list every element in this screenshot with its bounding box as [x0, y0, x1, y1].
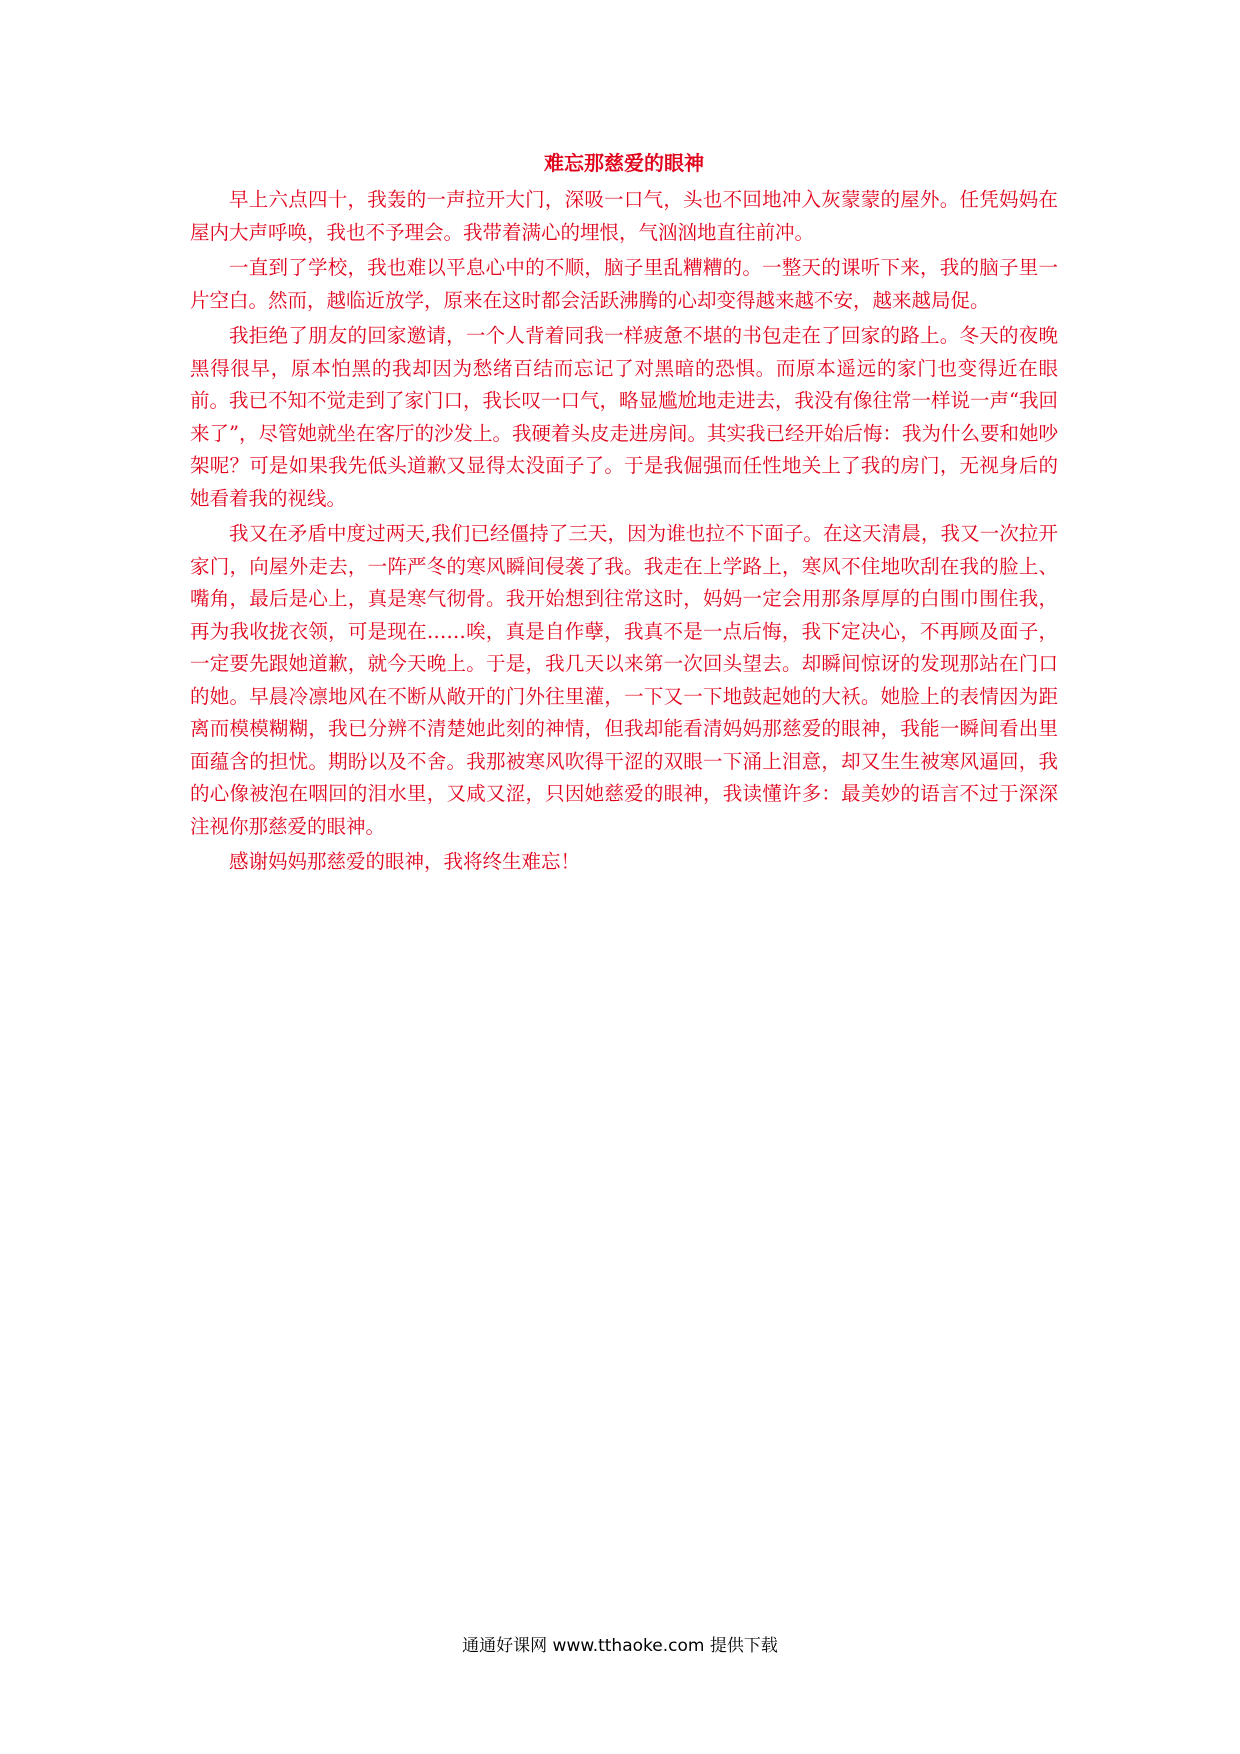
paragraph-5: 感谢妈妈那慈爱的眼神，我将终生难忘！: [229, 850, 581, 873]
paragraph-3: 我拒绝了朋友的回家邀请，一个人背着同我一样疲惫不堪的书包走在了回家的路上。冬天的夜晚黑得很早，原本怕黑的我却因为愁绪百结而忘记了对黑暗的恐惧。而原本遥远的家门也变得近在眼前。我已不知不觉走到了家门口，我长叹一口气，略显尴尬地走进去，我没有像往常一样说一声“我回来了”，尽管她就坐在客厅的沙发上。我硬着头皮走进房间。其实我已经开始后悔：我为什么要和她吵架呢？可是如果我先低头道歉又显得太没面子了。于是我倔强而任性地关上了我的房门，无视身后的她看着我的视线。: [190, 324, 1058, 510]
article: [190, 148, 1058, 882]
paragraph-4: 我又在矛盾中度过两天,我们已经僵持了三天，因为谁也拉不下面子。在这天清晨，我又一次拉开家门，向屋外走去，一阵严冬的寒风瞬间侵袭了我。我走在上学路上，寒风不住地吹刮在我的脸上、嘴角，最后是心上，真是寒气彻骨。我开始想到往常这时，妈妈一定会用那条厚厚的白围巾围住我，再为我收拢衣领，可是现在……唉，真是自作孽，我真不是一点后悔，我下定决心，不再顾及面子，一定要先跟她道歉，就今天晚上。于是，我几天以来第一次回头望去。却瞬间惊讶的发现那站在门口的她。早晨冷凛地风在不断从敞开的门外往里灌，一下又一下地鼓起她的大袄。她脸上的表情因为距离而模模糊糊，我已分辨不清楚她此刻的神情，但我却能看清妈妈那慈爱的眼神，我能一瞬间看出里面蕴含的担忧。期盼以及不舍。我那被寒风吹得干涩的双眼一下涌上泪意，却又生生被寒风逼回，我的心像被泡在咽回的泪水里，又咸又涩，只因她慈爱的眼神，我读懂许多：最美妙的语言不过于深深注视你那慈爱的眼神。: [190, 522, 1058, 838]
paragraph-2: 一直到了学校，我也难以平息心中的不顺，脑子里乱糟糟的。一整天的课听下来，我的脑子里一片空白。然而，越临近放学，原来在这时都会活跃沸腾的心却变得越来越不安，越来越局促。: [190, 256, 1058, 312]
article-title: 难忘那慈爱的眼神: [544, 151, 704, 175]
paragraph-1: 早上六点四十，我轰的一声拉开大门，深吸一口气，头也不回地冲入灰蒙蒙的屋外。任凭妈妈在屋内大声呼唤，我也不予理会。我带着满心的埋恨，气汹汹地直往前冲。: [190, 188, 1058, 244]
page-footer: 通通好课网 www.tthaoke.com 提供下载: [462, 1636, 778, 1656]
